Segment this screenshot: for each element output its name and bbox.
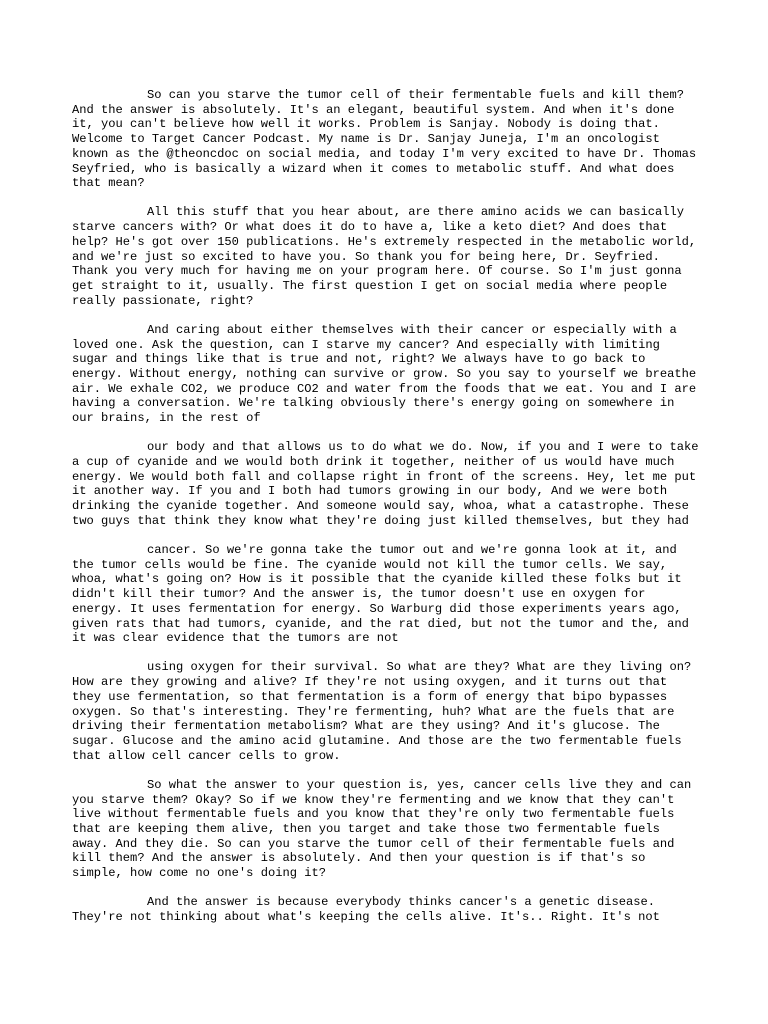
paragraph-6: using oxygen for their survival. So what are they? What are they living on? How are they growing and alive? If they're not using oxygen, and it turns out that they use fermentation, so that fermentation is a form of energy that bipo bypasses oxygen. So that's interesting. They're fermenting, huh? What are the fuels that are driving their fermentation metabolism? What are they using? And it's glucose. The sugar. Glucose and the amino acid glutamine. And those are the two fermentable fuels that allow cell cancer cells to grow. xyxy=(72,660,692,763)
paragraph-3: And caring about either themselves with their cancer or especially with a loved one. Ask the question, can I starve my cancer? And especially with limiting sugar and things like that is true and not, right? We always have to go back to energy. Without energy, nothing can survive or grow. So you say to yourself we breathe air. We exhale CO2, we produce CO2 and water from the foods that we eat. You and I are having a conversation. We're talking obviously there's energy going on somewhere in our brains, in the rest of xyxy=(72,322,697,426)
document-page xyxy=(72,88,702,939)
paragraph-8: And the answer is because everybody thinks cancer's a genetic disease. They're not thinking about what's keeping the cells alive. It's.. Right. It's not xyxy=(72,895,660,924)
paragraph-7: So what the answer to your question is, yes, cancer cells live they and can you starve them? Okay? So if we know they're fermenting and we know that they can't live without fermentable fuels and you know that they're only two fermentable fuels that are keeping them alive, then you target and take those two fermentable fuels away. And they die. So can you starve the tumor cell of their fermentable fuels and kill them? And the answer is absolutely. And then your question is if that's so simple, how come no one's doing it? xyxy=(72,777,692,881)
paragraph-2: All this stuff that you hear about, are there amino acids we can basically starve cancers with? Or what does it do to have a, like a keto diet? And does that help? He's got over 150 publications. He's extremely respected in the metabolic world, and we're just so excited to have you. So thank you for being here, Dr. Seyfried. Thank you very much for having me on your program here. Of course. So I'm just gonna get straight to it, usually. The first question I get on social media where people really passionate, right? xyxy=(72,205,697,308)
paragraph-1: So can you starve the tumor cell of their fermentable fuels and kill them? And the answer is absolutely. It's an elegant, beautiful system. And when it's done it, you can't believe how well it works. Problem is Sanjay. Nobody is doing that. Welcome to Target Cancer Podcast. My name is Dr. Sanjay Juneja, I'm an oncologist known as the @theoncdoc on social media, and today I'm very excited to have Dr. Thomas Seyfried, who is basically a wizard when it comes to metabolic stuff. And what does that mean? xyxy=(72,88,697,191)
paragraph-5: cancer. So we're gonna take the tumor out and we're gonna look at it, and the tumor cells would be fine. The cyanide would not kill the tumor cells. We say, whoa, what's going on? How is it possible that the cyanide killed these folks but it didn't kill their tumor? And the answer is, the tumor doesn't use en oxygen for energy. It uses fermentation for energy. So Warburg did those experiments years ago, given rats that had tumors, cyanide, and the rat died, but not the tumor and the, and it was clear evidence that the tumors are not xyxy=(72,542,689,646)
paragraph-4: our body and that allows us to do what we do. Now, if you and I were to take a cup of cyanide and we would both drink it together, neither of us would have much energy. We would both fall and collapse right in front of the screens. Hey, let me put it another way. If you and I both had tumors growing in our body, And we were both drinking the cyanide together. And someone would say, whoa, what a catastrophe. These two guys that think they know what they're doing just killed themselves, but they had xyxy=(72,440,699,528)
